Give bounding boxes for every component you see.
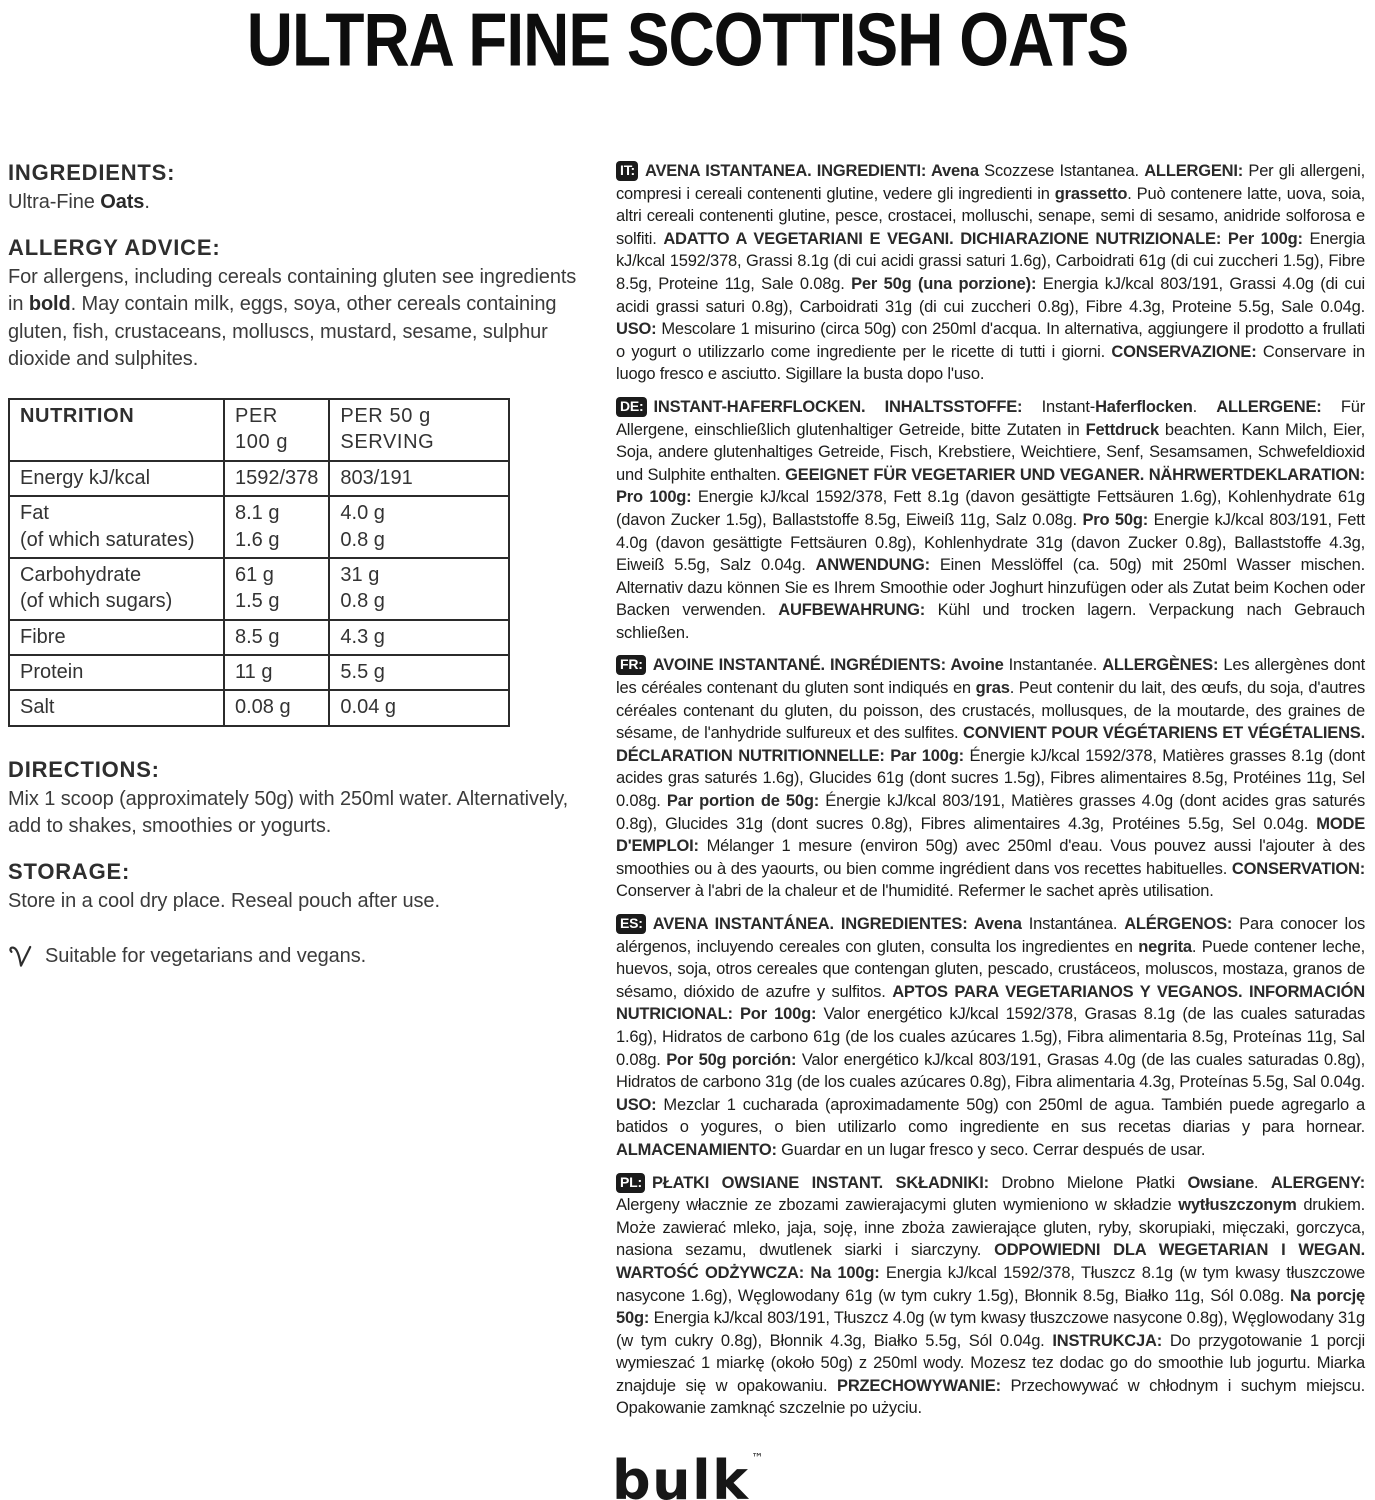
trademark-symbol: ™ — [751, 1451, 766, 1465]
per-100g-value: 0.08 g — [224, 690, 329, 725]
vegetarian-note-text: Suitable for vegetarians and vegans. — [45, 945, 367, 968]
per-100g-header: PER 100 g — [224, 399, 329, 461]
nutrient-label: Fibre — [9, 620, 224, 655]
brand-wordmark: bulk — [611, 1449, 750, 1500]
nutrition-row — [9, 496, 509, 558]
nutrient-label: Protein — [9, 655, 224, 690]
lang-text-es: AVENA INSTANTÁNEA. INGREDIENTES: Avena Instantánea. ALÉRGENOS: Para conocer los alérgenos, incluyendo cereales con gluten, consulta los ingredientes en negrita. Puede contener leche, huevos, soja, otros cereales que contengan gluten, pescado, crustáceos, moluscos, mostaza, granos de sésamo, dióxido de azufre y sulfitos. APTOS PARA VEGETARIANOS Y VEGANOS. INFORMACIÓN NUTRICIONAL: Por 100g: Valor energético kJ/kcal 1592/378, Grasas 8.1g (de las cuales saturadas 1.6g), Hidratos de carbono 61g (de los cuales azúcares 1.5g), Fibra alimentaria 8.5g, Proteínas 11g, Sal 0.08g. Por 50g porción: Valor energético kJ/kcal 803/191, Grasas 4.0g (de las cuales saturadas 0.8g), Hidratos de carbono 31g (de los cuales azúcares 0.8g), Fibra alimentaria 4.3g, Proteínas 5.5g, Sal 0.04g. USO: Mezclar 1 cucharada (aproximadamente 50g) con 250ml de agua. También puede agregarlo a batidos o yogures, o bien utilizarlo como ingrediente en sus recetas diarias y para hornear. ALMACENAMIENTO: Guardar en un lugar fresco y seco. Cerrar después de usar. — [616, 915, 1366, 1159]
nutrient-label: Fat (of which saturates) — [9, 496, 224, 558]
lang-text-pl: PŁATKI OWSIANE INSTANT. SKŁADNIKI: Drobno Mielone Płatki Owsiane. ALERGENY: Alergeny włacznie ze zbozami zawierajacymi gluten wymieniono w składzie wytłuszczonym drukiem. Może zawierać mleko, jaja, soję, inne zboża zawierające gluten, ryby, skorupiaki, mięczaki, gorczyca, nasiona sezamu, dwutlenek siarki i siarczyny. ODPOWIEDNI DLA WEGETARIAN I WEGAN. WARTOŚĆ ODŻYWCZA: Na 100g: Energia kJ/kcal 1592/378, Tłuszcz 8.1g (w tym kwasy tłuszczowe nasycone 1.6g), Węglowodany 61g (w tym cukry 1.5g), Błonnik 8.5g, Białko 11g, Sól 0.08g. Na porcję 50g: Energia kJ/kcal 803/191, Tłuszcz 4.0g (w tym kwasy tłuszczowe nasycone 0.8g), Węglowodany 31g (w tym cukry 0.8g), Błonnik 4.3g, Białko 5.5g, Sól 0.04g. INSTRUKCJA: Do przygotowanie 1 porcji wymieszać 1 miarkę (około 50g) z 250ml wody. Mozesz tez dodac go do smoothie lub jogurtu. Miarka znajduje się w opakowaniu. PRZECHOWYWANIE: Przechowywać w chłodnym i suchym miejscu. Opakowanie zamknąć szczelnie po użyciu. — [616, 1173, 1366, 1418]
nutrition-table — [8, 398, 510, 727]
nutrition-row — [9, 655, 509, 690]
lang-section-de — [616, 396, 1365, 645]
vegetarian-note-row — [8, 944, 583, 970]
nutrition-row — [9, 558, 509, 620]
per-100g-value: 61 g 1.5 g — [224, 558, 329, 620]
nutrition-row — [9, 620, 509, 655]
allergy-advice-text: For allergens, including cereals containing gluten see ingredients in bold. May contain milk, eggs, soya, other cereals containing gluten, fish, crustaceans, molluscs, mustard, sesame, sulphur dioxide and sulphites. — [8, 265, 577, 371]
footer — [0, 1449, 1375, 1500]
per-100g-value: 8.5 g — [224, 620, 329, 655]
nutrient-label: Salt — [9, 690, 224, 725]
ingredients-section — [8, 160, 583, 217]
storage-heading: STORAGE: — [8, 859, 131, 885]
lang-section-es — [616, 913, 1365, 1162]
directions-text: Mix 1 scoop (approximately 50g) with 250ml water. Alternatively, add to shakes, smoothies or yogurts. — [8, 787, 569, 838]
per-50g-value: 803/191 — [329, 461, 509, 496]
storage-text: Store in a cool dry place. Reseal pouch after use. — [8, 890, 440, 913]
allergy-advice-heading: ALLERGY ADVICE: — [8, 234, 221, 260]
nutrition-row — [9, 690, 509, 725]
lang-text-fr: AVOINE INSTANTANÉ. INGRÉDIENTS: Avoine Instantanée. ALLERGÈNES: Les allergènes dont les céréales contenant du gluten sont indiqués en gras. Peut contenir du lait, des œufs, du soja, d'autres céréales contenant du gluten, du poisson, des crustacés, mollusques, de la moutarde, des graines de sésame, de l'anhydride sulfureux et des sulfites. CONVIENT POUR VÉGÉTARIENS ET VÉGÉTALIENS. DÉCLARATION NUTRITIONNELLE: Par 100g: Énergie kJ/kcal 1592/378, Matières grasses 8.1g (dont acides gras saturés 1.6g), Glucides 61g (dont sucres 1.5g), Fibres alimentaires 8.5g, Protéines 11g, Sel 0.08g. Par portion de 50g: Énergie kJ/kcal 803/191, Matières grasses 4.0g (dont acides gras saturés 0.8g), Glucides 31g (dont sucres 0.8g), Fibres alimentaires 4.3g, Protéines 5.5g, Sel 0.04g. MODE D'EMPLOI: Mélanger 1 mesure (environ 50g) avec 250ml d'eau. Vous pouvez aussi l'ajouter à des smoothies ou à des yaourts, ou bien comme ingrédient dans vos recettes habituelles. CONSERVATION: Conserver à l'abri de la chaleur et de l'humidité. Refermer le sachet après utilisation. — [616, 656, 1366, 901]
nutrition-table-head — [9, 399, 509, 461]
lang-badge-it: IT: — [616, 161, 638, 181]
per-100g-value: 11 g — [224, 655, 329, 690]
right-column — [616, 160, 1365, 1430]
per-100g-value: 1592/378 — [224, 461, 329, 496]
left-column — [8, 160, 583, 1430]
nutrition-header: NUTRITION — [9, 399, 224, 461]
ingredients-text: Ultra-Fine Oats. — [8, 191, 150, 213]
storage-section — [8, 859, 583, 916]
nutrition-table-body — [9, 461, 509, 726]
per-50g-value: 4.3 g — [329, 620, 509, 655]
per-50g-value: 5.5 g — [329, 655, 509, 690]
lang-section-pl — [616, 1172, 1365, 1421]
lang-text-it: AVENA ISTANTANEA. INGREDIENTI: Avena Scozzese Istantanea. ALLERGENI: Per gli allergeni, compresi i cereali contenenti glutine, vedere gli ingredienti in grassetto. Può contenere latte, uova, soia, altri cereali contenenti glutine, pesce, crostacei, molluschi, senape, semi di sesamo, anidride solforosa e solfiti. ADATTO A VEGETARIANI E VEGANI. DICHIARAZIONE NUTRIZIONALE: Per 100g: Energia kJ/kcal 1592/378, Grassi 8.1g (di cui acidi grassi saturi 1.6g), Carboidrati 61g (di cui zuccheri 1.5g), Fibre 8.5g, Proteine 11g, Sale 0.08g. Per 50g (una porzione): Energia kJ/kcal 803/191, Grassi 4.0g (di cui acidi grassi saturi 0.8g), Carboidrati 31g (di cui zuccheri 0.8g), Fibre 4.3g, Proteine 5.5g, Sale 0.04g. USO: Mescolare 1 misurino (circa 50g) con 250ml d'acqua. In alternativa, aggiungere il prodotto a frullati o yogurt o utilizzarlo come ingrediente per le ricette di tutti i giorni. CONSERVAZIONE: Conservare in luogo fresco e asciutto. Sigillare la busta dopo l'uso. — [616, 162, 1366, 384]
lang-badge-es: ES: — [616, 914, 646, 934]
per-50g-value: 0.04 g — [329, 690, 509, 725]
nutrition-header-row — [9, 399, 509, 461]
per-50g-value: 31 g 0.8 g — [329, 558, 509, 620]
per-100g-value: 8.1 g 1.6 g — [224, 496, 329, 558]
lang-badge-de: DE: — [616, 397, 647, 417]
allergy-advice-section — [8, 235, 583, 374]
ingredients-heading: INGREDIENTS: — [8, 160, 176, 185]
product-title: ULTRA FINE SCOTTISH OATS — [246, 0, 1129, 82]
lang-section-it — [616, 160, 1365, 386]
lang-badge-fr: FR: — [616, 655, 646, 675]
lang-section-fr — [616, 654, 1365, 903]
directions-section — [8, 757, 583, 841]
nutrient-label: Energy kJ/kcal — [9, 461, 224, 496]
per-50g-value: 4.0 g 0.8 g — [329, 496, 509, 558]
label-columns — [0, 160, 1375, 1430]
nutrient-label: Carbohydrate (of which sugars) — [9, 558, 224, 620]
brand-logo — [611, 1449, 766, 1500]
per-50g-header: PER 50 g SERVING — [329, 399, 509, 461]
lang-text-de: INSTANT-HAFERFLOCKEN. INHALTSSTOFFE: Instant-Haferflocken. ALLERGENE: Für Allergene, einschließlich glutenhaltiger Getreide, bitte Zutaten in Fettdruck beachten. Kann Milch, Eier, Soja, andere glutenhaltiges Getreide, Fisch, Krebstiere, Weichtiere, Senf, Sesamsamen, Schwefeldioxid und Sulphite enthalten. GEEIGNET FÜR VEGETARIER UND VEGANER. NÄHRWERTDEKLARATION: Pro 100g: Energie kJ/kcal 1592/378, Fett 8.1g (davon gesättigte Fettsäuren 1.6g), Kohlenhydrate 61g (davon Zucker 1.5g), Ballaststoffe 8.5g, Eiweiß 11g, Salz 0.08g. Pro 50g: Energie kJ/kcal 803/191, Fett 4.0g (davon gesättigte Fettsäuren 0.8g), Kohlenhydrate 31g (davon Zucker 0.8g), Ballaststoffe 4.3g, Eiweiß 5.5g, Salz 0.04g. ANWENDUNG: Einen Messlöffel (ca. 50g) mit 250ml Wasser mischen. Alternativ dazu können Sie es Ihrem Smoothie oder Joghurt hinzufügen oder als Zutat beim Kochen oder Backen verwenden. AUFBEWAHRUNG: Kühl und trocken lagern. Verpackung nach Gebrauch schließen. — [616, 397, 1366, 642]
nutrition-row — [9, 461, 509, 496]
lang-badge-pl: PL: — [616, 1173, 645, 1193]
directions-heading: DIRECTIONS: — [8, 756, 160, 782]
vegetarian-v-leaf-icon — [8, 944, 34, 970]
